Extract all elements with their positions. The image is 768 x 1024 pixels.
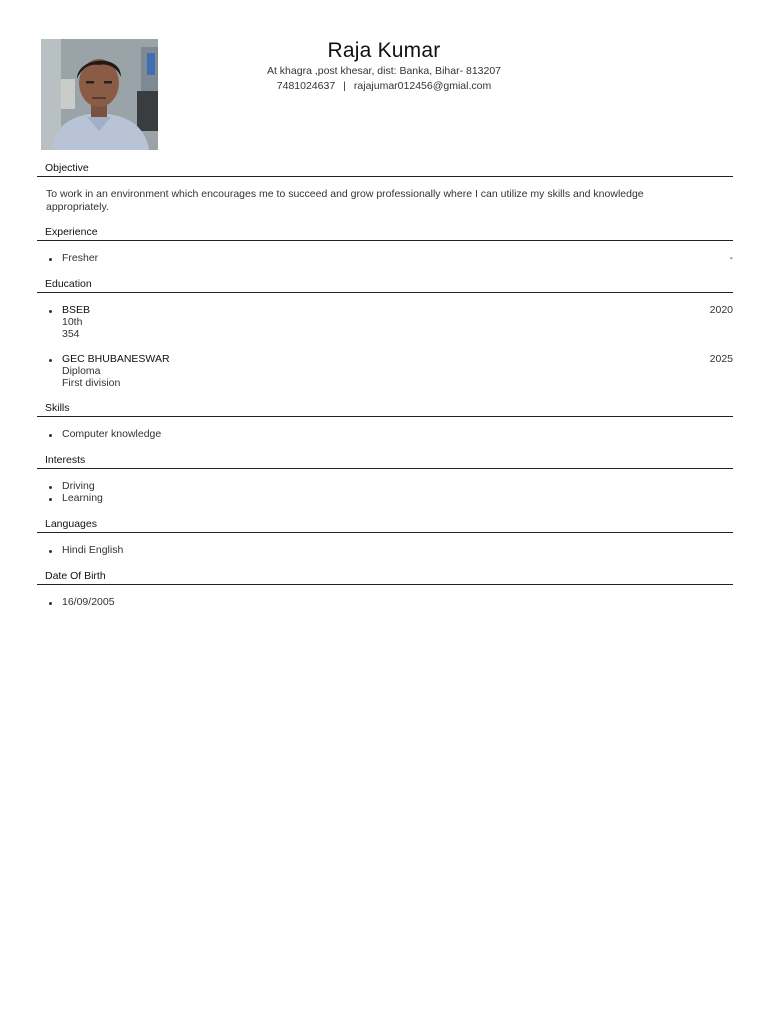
section-title-education: Education: [45, 278, 92, 290]
dob-section: [45, 569, 733, 585]
section-divider: [37, 416, 733, 417]
section-divider: [37, 176, 733, 177]
contact-line: [0, 79, 768, 94]
section-title-dob: Date Of Birth: [45, 570, 106, 582]
experience-section: [45, 225, 733, 241]
education-score: 354: [62, 328, 80, 340]
education-year: 2025: [709, 353, 733, 365]
section-title-experience: Experience: [45, 226, 98, 238]
email-address: rajajumar012456@gmial.com: [353, 80, 492, 92]
list-item: [62, 252, 733, 264]
candidate-name: Raja Kumar: [327, 39, 441, 62]
objective-section: [45, 161, 733, 177]
phone-number: 7481024637: [276, 80, 336, 92]
section-title-skills: Skills: [45, 402, 70, 414]
objective-text: To work in an environment which encourages me to succeed and grow professionally where I can utilize my skills and knowledge appropriately.: [46, 188, 644, 213]
education-degree: 10th: [62, 316, 83, 328]
education-list: [62, 353, 733, 389]
list-item: 16/09/2005: [62, 596, 733, 608]
experience-dates: -: [729, 252, 733, 264]
list-item: Computer knowledge: [62, 428, 733, 440]
list-item: [62, 353, 733, 389]
experience-list: [62, 252, 733, 264]
experience-label: Fresher: [62, 252, 99, 264]
list-item: Driving: [62, 480, 733, 492]
languages-list: [62, 544, 733, 556]
skills-section: [45, 401, 733, 417]
education-year: 2020: [709, 304, 733, 316]
interests-list: [62, 480, 733, 504]
education-score: First division: [62, 377, 121, 389]
section-divider: [37, 584, 733, 585]
resume-header: [0, 38, 768, 94]
education-section: [45, 277, 733, 293]
section-title-languages: Languages: [45, 518, 97, 530]
dob-list: [62, 596, 733, 608]
languages-section: [45, 517, 733, 533]
education-degree: Diploma: [62, 365, 101, 377]
education-institution: GEC BHUBANESWAR: [62, 353, 170, 365]
skills-list: [62, 428, 733, 440]
section-divider: [37, 468, 733, 469]
contact-separator: |: [343, 80, 346, 92]
list-item: Learning: [62, 492, 733, 504]
section-divider: [37, 292, 733, 293]
list-item: Hindi English: [62, 544, 733, 556]
section-title-objective: Objective: [45, 162, 89, 174]
education-list: [62, 304, 733, 340]
interests-section: [45, 453, 733, 469]
section-divider: [37, 532, 733, 533]
section-divider: [37, 240, 733, 241]
section-title-interests: Interests: [45, 454, 86, 466]
candidate-address: At khagra ,post khesar, dist: Banka, Bihar- 813207: [266, 65, 502, 77]
list-item: [62, 304, 733, 340]
education-institution: BSEB: [62, 304, 91, 316]
